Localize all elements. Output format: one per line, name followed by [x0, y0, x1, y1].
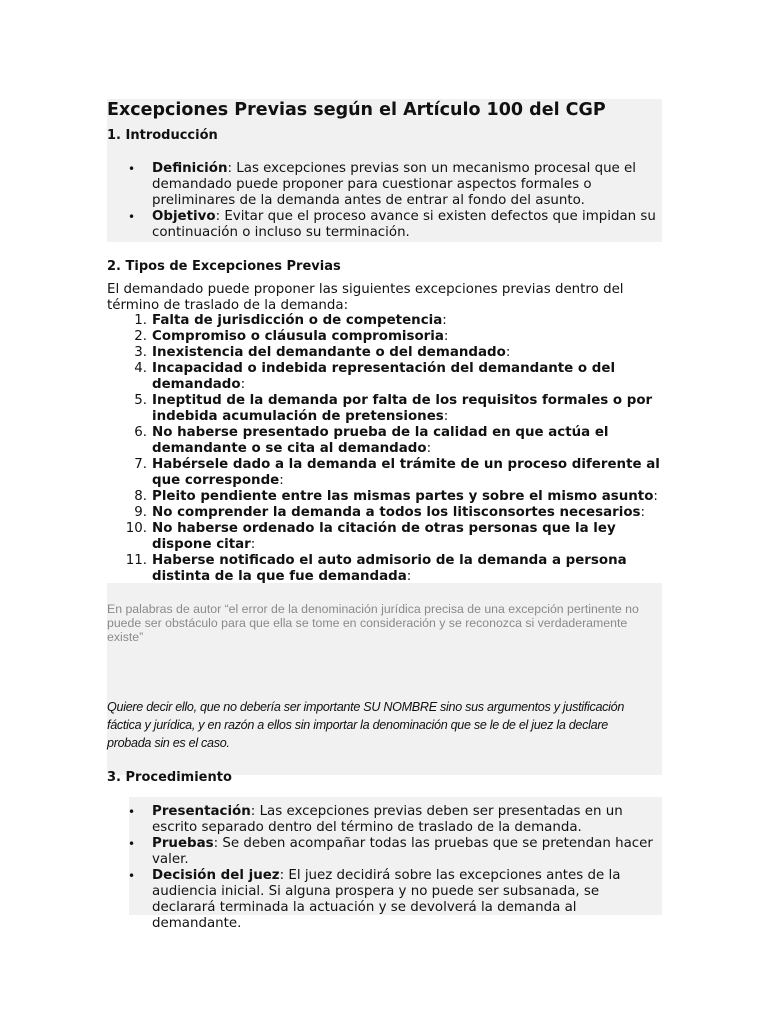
- item-term: Definición: [152, 161, 228, 176]
- item-term: Inexistencia del demandante o del demandado: [152, 345, 506, 360]
- item-term: Pleito pendiente entre las mismas partes y sobre el mismo asunto: [152, 489, 654, 504]
- list-item: [107, 393, 662, 425]
- item-number: 7.: [134, 457, 147, 472]
- list-item: [107, 345, 662, 361]
- document-title: Excepciones Previas según el Artículo 100 del CGP: [107, 100, 606, 120]
- item-colon: :: [505, 345, 511, 360]
- item-colon: :: [443, 409, 449, 424]
- item-term: Ineptitud de la demanda por falta de los requisitos formales o por indebida acumulación de pretensiones: [152, 393, 653, 424]
- item-colon: :: [653, 489, 658, 504]
- exceptions-list: [107, 313, 662, 585]
- bullet-icon: •: [128, 869, 136, 883]
- item-term: No haberse presentado prueba de la calidad en que actúa el demandante o se cita al demandado: [152, 425, 609, 456]
- item-colon: :: [443, 329, 449, 344]
- item-term: Incapacidad o indebida representación del demandante o del demandado: [152, 361, 616, 392]
- section-heading-procedimiento: 3. Procedimiento: [107, 770, 232, 785]
- list-item: [107, 553, 662, 585]
- item-number: 6.: [134, 425, 147, 440]
- item-colon: :: [240, 377, 246, 392]
- item-number: 9.: [134, 505, 147, 520]
- item-term: Presentación: [152, 804, 251, 819]
- list-item: [107, 521, 662, 553]
- list-item: [107, 313, 662, 329]
- list-item: [107, 425, 662, 457]
- section-heading-tipos: 2. Tipos de Excepciones Previas: [107, 259, 341, 274]
- bullet-icon: •: [128, 162, 136, 176]
- item-term: No comprender la demanda a todos los litisconsortes necesarios: [152, 505, 641, 520]
- list-item: [107, 361, 662, 393]
- item-text: : Las excepciones previas deben ser presentadas en un escrito separado dentro del término de traslado de la demanda.: [152, 804, 623, 835]
- item-number: 11.: [125, 553, 147, 568]
- list-item: [107, 209, 662, 241]
- list-item: [107, 804, 662, 836]
- item-term: Compromiso o cláusula compromisoria: [152, 329, 444, 344]
- intro-list: [107, 161, 662, 241]
- item-number: 5.: [134, 393, 147, 408]
- item-term: No haberse ordenado la citación de otras personas que la ley dispone citar: [152, 521, 616, 552]
- item-number: 1.: [134, 313, 147, 328]
- bullet-icon: •: [128, 210, 136, 224]
- item-number: 2.: [134, 329, 147, 344]
- item-number: 10.: [125, 521, 147, 536]
- item-colon: :: [640, 505, 646, 520]
- item-colon: :: [279, 473, 284, 488]
- item-colon: :: [250, 537, 256, 552]
- italic-note: Quiere decir ello, que no debería ser importante SU NOMBRE sino sus argumentos y justificación fáctica y jurídica, y en razón a ellos sin importar la denominación que se le de el juez la declare probada sin es el caso.: [107, 700, 625, 751]
- list-item: [107, 836, 662, 868]
- list-item: [107, 489, 662, 505]
- item-term: Objetivo: [152, 209, 216, 224]
- item-term: Decisión del juez: [152, 868, 280, 883]
- list-item: [107, 161, 662, 209]
- list-item: [107, 457, 662, 489]
- bullet-icon: •: [128, 837, 136, 851]
- item-number: 4.: [134, 361, 147, 376]
- list-item: [107, 329, 662, 345]
- section-heading-introduccion: 1. Introducción: [107, 128, 218, 143]
- item-colon: :: [426, 441, 432, 456]
- item-term: Habérsele dado a la demanda el trámite de un proceso diferente al que corresponde: [152, 457, 660, 488]
- item-colon: :: [406, 569, 412, 584]
- item-text: : Se deben acompañar todas las pruebas que se pretendan hacer valer.: [152, 836, 653, 867]
- list-item: [107, 505, 662, 521]
- section-intro-paragraph: El demandado puede proponer las siguientes excepciones previas dentro del término de traslado de la demanda:: [107, 282, 624, 313]
- list-item: [107, 868, 662, 932]
- item-term: Pruebas: [152, 836, 214, 851]
- bullet-icon: •: [128, 805, 136, 819]
- item-text: : El juez decidirá sobre las excepciones antes de la audiencia inicial. Si alguna prospera y no puede ser subsanada, se declarará terminada la actuación y se devolverá la demanda al demandante.: [152, 868, 621, 931]
- item-number: 8.: [134, 489, 147, 504]
- item-number: 3.: [134, 345, 147, 360]
- item-text: : Las excepciones previas son un mecanismo procesal que el demandado puede proponer para cuestionar aspectos formales o preliminares de la demanda antes de entrar al fondo del asunto.: [152, 161, 637, 208]
- item-colon: :: [442, 313, 447, 328]
- item-term: Falta de jurisdicción o de competencia: [152, 313, 443, 328]
- procedure-list: [107, 804, 662, 932]
- item-term: Haberse notificado el auto admisorio de la demanda a persona distinta de la que fue demandada: [152, 553, 627, 584]
- author-quote: En palabras de autor “el error de la denominación jurídica precisa de una excepción pertinente no puede ser obstáculo para que ella se tome en consideración y se reconozca si verdaderamente existe”: [107, 602, 639, 644]
- item-text: : Evitar que el proceso avance si existen defectos que impidan su continuación o incluso su terminación.: [152, 209, 656, 240]
